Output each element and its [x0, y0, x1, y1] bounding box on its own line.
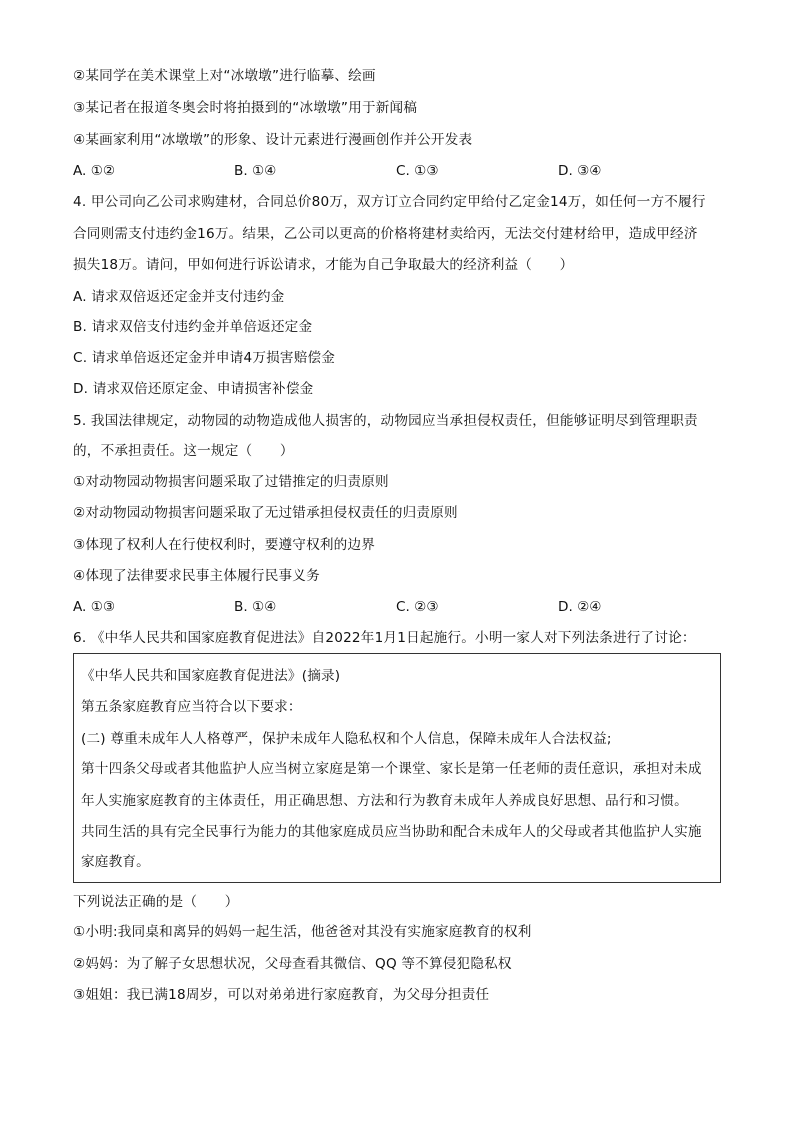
q5-option-c: C. ②③ — [396, 599, 439, 615]
excerpt-line-1: 第五条家庭教育应当符合以下要求： — [81, 699, 302, 715]
q3-options — [73, 161, 723, 181]
q5-option-d: D. ②④ — [558, 599, 602, 615]
q4-stem-line-2: 合同则需支付违约金16万。结果，乙公司以更高的价格将建材卖给丙，无法交付建材给甲，造成甲经济 — [73, 226, 698, 242]
excerpt-line-6: 家庭教育。 — [81, 854, 150, 870]
q5-stem-line-2: 的，不承担责任。这一规定（ ） — [73, 443, 294, 459]
q3-option-d: D. ③④ — [558, 163, 602, 179]
q6-item-2: ②妈妈：为了解子女思想状况，父母查看其微信、QQ 等不算侵犯隐私权 — [73, 956, 512, 972]
q5-stem-line-1: 5. 我国法律规定，动物园的动物造成他人损害的，动物园应当承担侵权责任，但能够证明尽到管理职责 — [73, 413, 698, 429]
q3-item-4: ④某画家利用“冰墩墩”的形象、设计元素进行漫画创作并公开发表 — [73, 132, 473, 148]
q4-stem-line-1: 4. 甲公司向乙公司求购建材，合同总价80万，双方订立合同约定甲给付乙定金14万，如任何一方不履行 — [73, 194, 706, 210]
q3-item-3: ③某记者在报道冬奥会时将拍摄到的“冰墩墩”用于新闻稿 — [73, 100, 418, 116]
q4-option-c: C. 请求单倍返还定金并申请4万损害赔偿金 — [73, 350, 336, 366]
q5-options — [73, 597, 723, 617]
q6-stem: 6. 《中华人民共和国家庭教育促进法》自2022年1月1日起施行。小明一家人对下列法条进行了讨论： — [73, 630, 696, 646]
q5-item-3: ③体现了权利人在行使权利时，要遵守权利的边界 — [73, 537, 376, 553]
q5-item-2: ②对动物园动物损害问题采取了无过错承担侵权责任的归责原则 — [73, 505, 458, 521]
q4-option-b: B. 请求双倍支付违约金并单倍返还定金 — [73, 319, 313, 335]
q5-option-a: A. ①③ — [73, 599, 116, 615]
q3-option-a: A. ①② — [73, 163, 116, 179]
q4-stem-line-3: 损失18万。请问，甲如何进行诉讼请求，才能为自己争取最大的经济利益（ ） — [73, 257, 574, 273]
q6-item-1: ①小明:我同桌和离异的妈妈一起生活，他爸爸对其没有实施家庭教育的权利 — [73, 924, 532, 940]
excerpt-line-5: 共同生活的具有完全民事行为能力的其他家庭成员应当协助和配合未成年人的父母或者其他监护人实施 — [81, 824, 702, 840]
q3-option-c: C. ①③ — [396, 163, 439, 179]
q6-item-3: ③姐姐：我已满18周岁，可以对弟弟进行家庭教育，为父母分担责任 — [73, 987, 490, 1003]
q4-option-a: A. 请求双倍返还定金并支付违约金 — [73, 289, 285, 305]
q6-question: 下列说法正确的是（ ） — [73, 894, 239, 910]
q5-item-1: ①对动物园动物损害问题采取了过错推定的归责原则 — [73, 474, 389, 490]
excerpt-line-4: 年人实施家庭教育的主体责任，用正确思想、方法和行为教育未成年人养成良好思想、品行和习惯。 — [81, 793, 688, 809]
q4-option-d: D. 请求双倍还原定金、申请损害补偿金 — [73, 381, 314, 397]
excerpt-title: 《中华人民共和国家庭教育促进法》(摘录) — [81, 668, 341, 684]
q3-option-b: B. ①④ — [234, 163, 277, 179]
excerpt-line-3: 第十四条父母或者其他监护人应当树立家庭是第一个课堂、家长是第一任老师的责任意识，承担对未成 — [81, 761, 702, 777]
excerpt-line-2: (二) 尊重未成年人人格尊严，保护未成年人隐私权和个人信息，保障未成年人合法权益; — [81, 731, 612, 747]
law-excerpt-box — [73, 653, 721, 883]
q5-item-4: ④体现了法律要求民事主体履行民事义务 — [73, 568, 320, 584]
q5-option-b: B. ①④ — [234, 599, 277, 615]
q3-item-2: ②某同学在美术课堂上对“冰墩墩”进行临摹、绘画 — [73, 68, 376, 84]
